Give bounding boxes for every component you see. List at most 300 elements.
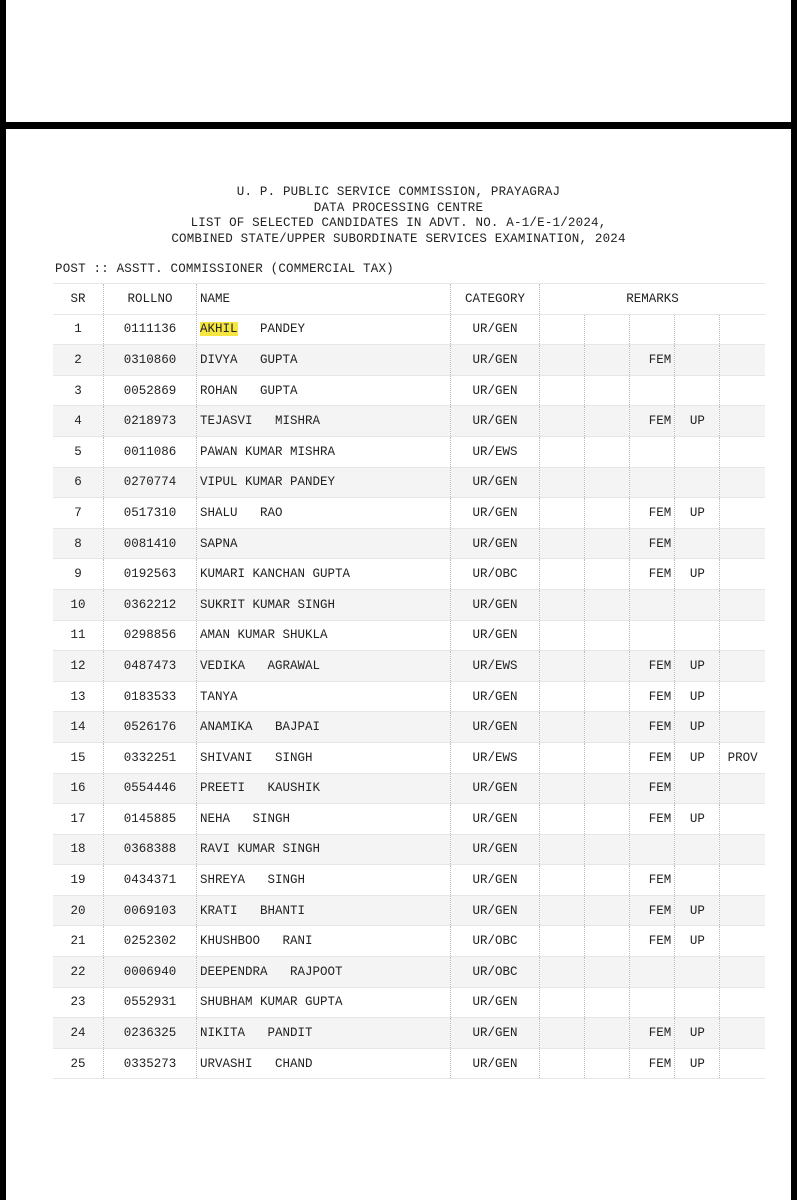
remarks-up-cell: UP (675, 926, 720, 957)
candidate-first-name: ROHAN (200, 383, 238, 398)
category-cell: UR/GEN (451, 1018, 540, 1049)
remarks-up-cell: UP (675, 1018, 720, 1049)
rollno-cell: 0526176 (104, 712, 197, 743)
candidate-first-name: PAWAN (200, 444, 238, 459)
remarks-fem-cell: FEM (630, 651, 675, 682)
remarks-up-cell: UP (675, 895, 720, 926)
candidate-rest-name: PANDIT (245, 1026, 313, 1041)
remarks-blank-cell (585, 436, 630, 467)
category-cell: UR/GEN (451, 528, 540, 559)
category-cell: UR/GEN (451, 620, 540, 651)
remarks-up-cell: UP (675, 1048, 720, 1079)
remarks-blank-cell (540, 406, 585, 437)
table-row (53, 895, 765, 926)
remarks-blank-cell (585, 742, 630, 773)
table-row (53, 467, 765, 498)
remarks-blank-cell (540, 895, 585, 926)
rollno-cell: 0006940 (104, 957, 197, 988)
sr-cell: 12 (53, 651, 104, 682)
name-cell (197, 436, 451, 467)
name-cell (197, 651, 451, 682)
remarks-fem-cell: FEM (630, 681, 675, 712)
remarks-up-cell (675, 865, 720, 896)
remarks-prov-cell (720, 895, 765, 926)
category-cell: UR/GEN (451, 865, 540, 896)
sr-cell: 14 (53, 712, 104, 743)
remarks-prov-cell (720, 436, 765, 467)
sr-cell: 13 (53, 681, 104, 712)
table-row (53, 620, 765, 651)
sr-cell: 10 (53, 589, 104, 620)
name-cell (197, 314, 451, 345)
remarks-up-cell (675, 589, 720, 620)
name-cell (197, 406, 451, 437)
name-cell (197, 742, 451, 773)
remarks-prov-cell (720, 589, 765, 620)
remarks-up-cell (675, 436, 720, 467)
category-cell: UR/GEN (451, 406, 540, 437)
category-cell: UR/GEN (451, 712, 540, 743)
candidate-first-name: SUKRIT (200, 597, 246, 612)
remarks-blank-cell (540, 467, 585, 498)
category-cell: UR/GEN (451, 345, 540, 376)
remarks-prov-cell (720, 1018, 765, 1049)
document-header (6, 185, 791, 247)
candidate-first-name: KUMARI (200, 567, 246, 582)
name-cell (197, 498, 451, 529)
remarks-blank-cell (540, 375, 585, 406)
remarks-blank-cell (540, 528, 585, 559)
rollno-cell: 0298856 (104, 620, 197, 651)
candidate-rest-name: KUMAR PANDEY (237, 475, 336, 490)
remarks-up-cell: UP (675, 742, 720, 773)
candidate-first-name: PREETI (200, 781, 246, 796)
candidate-first-name: SAPNA (200, 536, 238, 551)
remarks-fem-cell (630, 987, 675, 1018)
table-row (53, 1018, 765, 1049)
sr-cell: 2 (53, 345, 104, 376)
remarks-up-cell: UP (675, 651, 720, 682)
table-row (53, 926, 765, 957)
table-row (53, 804, 765, 835)
remarks-fem-cell (630, 436, 675, 467)
sr-cell: 1 (53, 314, 104, 345)
name-cell (197, 987, 451, 1018)
table-row (53, 375, 765, 406)
remarks-blank-cell (585, 926, 630, 957)
remarks-blank-cell (540, 436, 585, 467)
table-row (53, 987, 765, 1018)
candidate-first-name: DIVYA (200, 352, 238, 367)
remarks-fem-cell: FEM (630, 406, 675, 437)
remarks-blank-cell (585, 498, 630, 529)
remarks-blank-cell (540, 589, 585, 620)
category-cell: UR/GEN (451, 467, 540, 498)
selected-candidates-table (53, 283, 765, 1079)
column-header-remarks: REMARKS (540, 284, 766, 315)
name-cell (197, 1018, 451, 1049)
table-row (53, 314, 765, 345)
rollno-cell: 0236325 (104, 1018, 197, 1049)
remarks-fem-cell (630, 589, 675, 620)
candidate-first-name: SHUBHAM (200, 995, 253, 1010)
candidate-rest-name: GUPTA (237, 352, 298, 367)
rollno-cell: 0517310 (104, 498, 197, 529)
remarks-prov-cell (720, 712, 765, 743)
name-cell (197, 589, 451, 620)
remarks-blank-cell (540, 804, 585, 835)
remarks-fem-cell: FEM (630, 865, 675, 896)
candidate-first-name: SHIVANI (200, 750, 253, 765)
candidate-rest-name: KUMAR SINGH (230, 842, 321, 857)
name-cell (197, 926, 451, 957)
name-cell (197, 773, 451, 804)
table-row (53, 436, 765, 467)
remarks-fem-cell: FEM (630, 804, 675, 835)
header-line-4: COMBINED STATE/UPPER SUBORDINATE SERVICES EXAMINATION, 2024 (171, 231, 626, 246)
remarks-blank-cell (585, 620, 630, 651)
remarks-blank-cell (585, 345, 630, 376)
remarks-blank-cell (585, 375, 630, 406)
remarks-blank-cell (585, 651, 630, 682)
candidate-rest-name: RANI (260, 934, 313, 949)
rollno-cell: 0368388 (104, 834, 197, 865)
remarks-up-cell (675, 957, 720, 988)
remarks-up-cell: UP (675, 406, 720, 437)
remarks-blank-cell (585, 681, 630, 712)
remarks-blank-cell (540, 987, 585, 1018)
candidate-first-name: DEEPENDRA (200, 964, 268, 979)
candidate-rest-name: KUMAR GUPTA (252, 995, 343, 1010)
remarks-fem-cell: FEM (630, 742, 675, 773)
remarks-up-cell (675, 467, 720, 498)
remarks-prov-cell (720, 773, 765, 804)
remarks-blank-cell (585, 528, 630, 559)
rollno-cell: 0332251 (104, 742, 197, 773)
category-cell: UR/OBC (451, 957, 540, 988)
column-header-sr: SR (53, 284, 104, 315)
remarks-blank-cell (540, 957, 585, 988)
candidate-rest-name: SINGH (230, 811, 291, 826)
remarks-prov-cell (720, 651, 765, 682)
candidate-first-name: SHREYA (200, 873, 246, 888)
name-cell (197, 681, 451, 712)
table-row (53, 773, 765, 804)
sr-cell: 22 (53, 957, 104, 988)
remarks-prov-cell: PROV (720, 742, 765, 773)
rollno-cell: 0434371 (104, 865, 197, 896)
remarks-blank-cell (540, 1018, 585, 1049)
remarks-blank-cell (540, 559, 585, 590)
candidate-rest-name: AGRAWAL (245, 658, 321, 673)
remarks-blank-cell (585, 865, 630, 896)
category-cell: UR/EWS (451, 742, 540, 773)
candidate-first-name: AKHIL (200, 322, 238, 337)
sr-cell: 5 (53, 436, 104, 467)
remarks-up-cell (675, 834, 720, 865)
category-cell: UR/GEN (451, 681, 540, 712)
remarks-fem-cell: FEM (630, 498, 675, 529)
table-row (53, 589, 765, 620)
name-cell (197, 895, 451, 926)
header-line-1: U. P. PUBLIC SERVICE COMMISSION, PRAYAGRAJ (236, 185, 561, 199)
candidate-first-name: AMAN (200, 628, 231, 643)
table-row (53, 712, 765, 743)
rollno-cell: 0218973 (104, 406, 197, 437)
remarks-prov-cell (720, 804, 765, 835)
remarks-fem-cell (630, 314, 675, 345)
remarks-up-cell (675, 620, 720, 651)
candidate-rest-name: BHANTI (237, 903, 306, 918)
remarks-prov-cell (720, 559, 765, 590)
remarks-prov-cell (720, 528, 765, 559)
sr-cell: 18 (53, 834, 104, 865)
remarks-prov-cell (720, 987, 765, 1018)
remarks-prov-cell (720, 498, 765, 529)
sr-cell: 16 (53, 773, 104, 804)
rollno-cell: 0052869 (104, 375, 197, 406)
category-cell: UR/GEN (451, 895, 540, 926)
rollno-cell: 0252302 (104, 926, 197, 957)
sr-cell: 9 (53, 559, 104, 590)
remarks-blank-cell (540, 742, 585, 773)
name-cell (197, 620, 451, 651)
remarks-up-cell: UP (675, 804, 720, 835)
table-row (53, 559, 765, 590)
table-row (53, 834, 765, 865)
remarks-up-cell: UP (675, 681, 720, 712)
column-header-category: CATEGORY (451, 284, 540, 315)
candidate-first-name: KHUSHBOO (200, 934, 261, 949)
sr-cell: 11 (53, 620, 104, 651)
category-cell: UR/GEN (451, 314, 540, 345)
name-cell (197, 1048, 451, 1079)
sr-cell: 3 (53, 375, 104, 406)
remarks-up-cell: UP (675, 559, 720, 590)
table-row (53, 681, 765, 712)
category-cell: UR/GEN (451, 375, 540, 406)
remarks-fem-cell: FEM (630, 895, 675, 926)
table-row (53, 865, 765, 896)
category-cell: UR/OBC (451, 559, 540, 590)
remarks-fem-cell: FEM (630, 528, 675, 559)
document-page (6, 129, 791, 1200)
remarks-up-cell (675, 528, 720, 559)
table-body (53, 314, 765, 1079)
candidate-first-name: KRATI (200, 903, 238, 918)
candidate-first-name: URVASHI (200, 1056, 253, 1071)
remarks-up-cell (675, 375, 720, 406)
remarks-blank-cell (585, 314, 630, 345)
remarks-blank-cell (540, 926, 585, 957)
rollno-cell: 0081410 (104, 528, 197, 559)
remarks-fem-cell (630, 957, 675, 988)
remarks-blank-cell (585, 559, 630, 590)
remarks-prov-cell (720, 314, 765, 345)
rollno-cell: 0270774 (104, 467, 197, 498)
remarks-blank-cell (540, 681, 585, 712)
remarks-prov-cell (720, 957, 765, 988)
table-row (53, 742, 765, 773)
remarks-blank-cell (540, 345, 585, 376)
candidate-rest-name: CHAND (252, 1056, 313, 1071)
column-header-name: NAME (197, 284, 451, 315)
candidate-rest-name: KAUSHIK (245, 781, 321, 796)
category-cell: UR/EWS (451, 436, 540, 467)
sr-cell: 15 (53, 742, 104, 773)
remarks-up-cell (675, 773, 720, 804)
table-row (53, 957, 765, 988)
remarks-fem-cell: FEM (630, 345, 675, 376)
remarks-fem-cell (630, 467, 675, 498)
remarks-up-cell: UP (675, 498, 720, 529)
sr-cell: 4 (53, 406, 104, 437)
rollno-cell: 0192563 (104, 559, 197, 590)
remarks-prov-cell (720, 834, 765, 865)
candidate-rest-name: KUMAR MISHRA (237, 444, 336, 459)
candidate-rest-name: PANDEY (237, 322, 306, 337)
table-row (53, 1048, 765, 1079)
candidate-rest-name: MISHRA (252, 414, 321, 429)
post-title: POST :: ASSTT. COMMISSIONER (COMMERCIAL TAX) (55, 262, 394, 276)
candidate-rest-name: SINGH (252, 750, 313, 765)
candidate-first-name: VEDIKA (200, 658, 246, 673)
sr-cell: 21 (53, 926, 104, 957)
category-cell: UR/GEN (451, 804, 540, 835)
rollno-cell: 0335273 (104, 1048, 197, 1079)
candidate-first-name: NIKITA (200, 1026, 246, 1041)
candidate-first-name: NEHA (200, 811, 231, 826)
previous-page-fragment (6, 0, 791, 122)
remarks-fem-cell: FEM (630, 1018, 675, 1049)
table-header-row (53, 284, 765, 315)
remarks-blank-cell (540, 1048, 585, 1079)
candidate-rest-name: GUPTA (237, 383, 298, 398)
sr-cell: 7 (53, 498, 104, 529)
candidate-first-name: ANAMIKA (200, 720, 253, 735)
remarks-prov-cell (720, 681, 765, 712)
name-cell (197, 467, 451, 498)
rollno-cell: 0310860 (104, 345, 197, 376)
name-cell (197, 375, 451, 406)
name-cell (197, 865, 451, 896)
remarks-fem-cell (630, 834, 675, 865)
remarks-prov-cell (720, 620, 765, 651)
sr-cell: 24 (53, 1018, 104, 1049)
rollno-cell: 0183533 (104, 681, 197, 712)
remarks-blank-cell (585, 957, 630, 988)
category-cell: UR/GEN (451, 1048, 540, 1079)
candidate-rest-name: KUMAR SHUKLA (230, 628, 328, 643)
remarks-prov-cell (720, 865, 765, 896)
rollno-cell: 0011086 (104, 436, 197, 467)
remarks-fem-cell: FEM (630, 559, 675, 590)
remarks-blank-cell (585, 1048, 630, 1079)
remarks-prov-cell (720, 467, 765, 498)
remarks-fem-cell (630, 620, 675, 651)
rollno-cell: 0554446 (104, 773, 197, 804)
remarks-fem-cell: FEM (630, 712, 675, 743)
column-header-rollno: ROLLNO (104, 284, 197, 315)
candidate-rest-name: SINGH (245, 873, 306, 888)
rollno-cell: 0487473 (104, 651, 197, 682)
remarks-up-cell (675, 314, 720, 345)
sr-cell: 25 (53, 1048, 104, 1079)
candidate-rest-name: KANCHAN GUPTA (245, 567, 351, 582)
remarks-up-cell (675, 987, 720, 1018)
remarks-prov-cell (720, 1048, 765, 1079)
sr-cell: 23 (53, 987, 104, 1018)
remarks-prov-cell (720, 926, 765, 957)
rollno-cell: 0145885 (104, 804, 197, 835)
remarks-blank-cell (540, 498, 585, 529)
remarks-blank-cell (585, 712, 630, 743)
table-row (53, 651, 765, 682)
candidate-rest-name: RAJPOOT (267, 964, 343, 979)
table-row (53, 345, 765, 376)
remarks-blank-cell (585, 987, 630, 1018)
remarks-blank-cell (540, 712, 585, 743)
remarks-fem-cell: FEM (630, 773, 675, 804)
remarks-blank-cell (585, 589, 630, 620)
header-line-2: DATA PROCESSING CENTRE (313, 200, 484, 215)
remarks-blank-cell (540, 834, 585, 865)
remarks-prov-cell (720, 375, 765, 406)
candidate-rest-name: RAO (237, 505, 283, 520)
category-cell: UR/GEN (451, 589, 540, 620)
sr-cell: 19 (53, 865, 104, 896)
name-cell (197, 712, 451, 743)
name-cell (197, 804, 451, 835)
candidate-first-name: VIPUL (200, 475, 238, 490)
category-cell: UR/GEN (451, 834, 540, 865)
remarks-blank-cell (585, 834, 630, 865)
rollno-cell: 0111136 (104, 314, 197, 345)
name-cell (197, 345, 451, 376)
candidate-first-name: SHALU (200, 505, 238, 520)
remarks-blank-cell (585, 773, 630, 804)
category-cell: UR/GEN (451, 987, 540, 1018)
remarks-blank-cell (585, 804, 630, 835)
remarks-blank-cell (585, 467, 630, 498)
rollno-cell: 0069103 (104, 895, 197, 926)
category-cell: UR/EWS (451, 651, 540, 682)
candidate-rest-name: KUMAR SINGH (245, 597, 336, 612)
rollno-cell: 0552931 (104, 987, 197, 1018)
table-row (53, 528, 765, 559)
remarks-fem-cell: FEM (630, 926, 675, 957)
name-cell (197, 528, 451, 559)
category-cell: UR/GEN (451, 498, 540, 529)
name-cell (197, 834, 451, 865)
table-row (53, 406, 765, 437)
remarks-prov-cell (720, 345, 765, 376)
remarks-blank-cell (540, 620, 585, 651)
remarks-blank-cell (540, 773, 585, 804)
name-cell (197, 559, 451, 590)
candidate-first-name: TEJASVI (200, 414, 253, 429)
name-cell (197, 957, 451, 988)
category-cell: UR/GEN (451, 773, 540, 804)
remarks-fem-cell: FEM (630, 1048, 675, 1079)
remarks-blank-cell (540, 651, 585, 682)
sr-cell: 17 (53, 804, 104, 835)
remarks-blank-cell (585, 895, 630, 926)
remarks-blank-cell (585, 1018, 630, 1049)
candidate-first-name: TANYA (200, 689, 238, 704)
rollno-cell: 0362212 (104, 589, 197, 620)
sr-cell: 6 (53, 467, 104, 498)
